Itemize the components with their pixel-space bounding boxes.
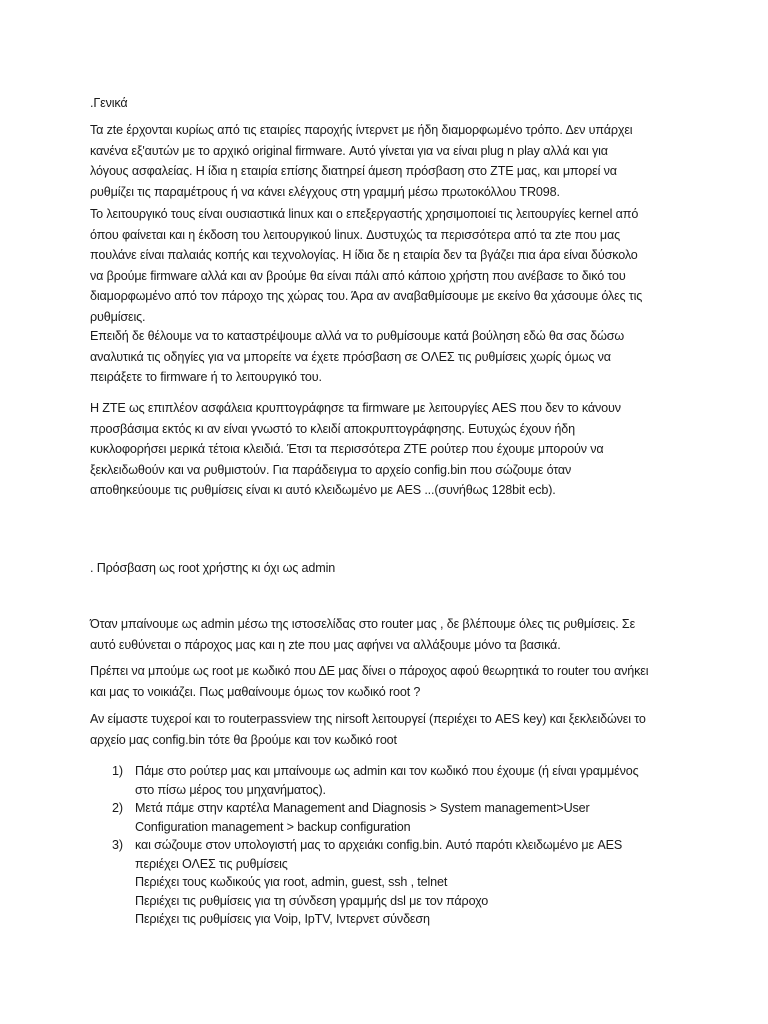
text-line: Τα zte έρχονται κυρίως από τις εταιρίες παροχής ίντερνετ με ήδη διαμορφωμένο τρόπο. Δεν υπάρχει [90, 123, 633, 137]
text-line: προσβάσιμα εκτός κι αν είναι γνωστό το κλειδί αποκρυπτογράφησης. Ευτυχώς έχουν ήδη [90, 421, 575, 436]
paragraph-admin-login [90, 614, 690, 655]
text-line: και σώζουμε στον υπολογιστή μας το αρχειάκι config.bin. Αυτό παρότι κλειδωμένο με AES [135, 838, 623, 852]
text-line: Αν είμαστε τυχεροί και το routerpassview της nirsoft λειτουργεί (περιέχει το AES key) και ξεκλειδώνει το [90, 712, 646, 726]
list-number: 3) [112, 838, 123, 852]
text-line: ξεκλειδωθούν και να ρυθμιστούν. Για παράδειγμα το αρχείο config.bin που σώζουμε όταν [90, 462, 572, 477]
list-number: 1) [112, 764, 123, 778]
text-line: αρχείο μας config.bin τότε θα βρούμε και τον κωδικό root [90, 732, 397, 747]
text-line: να βρούμε firmware αλλά και αν βρούμε θα είναι πάλι από κάποιο χρήστη που ανέβασε το δικό του [90, 268, 626, 283]
paragraph-zte-intro [90, 120, 690, 202]
text-line: πουλάνε είναι παλαιάς κοπής και τεχνολογίας. Η ίδια δε η εταιρία δεν τα βγάζει πια άρα είναι δύσκολο [90, 248, 638, 262]
text-line: Επειδή δε θέλουμε να το καταστρέψουμε αλλά να το ρυθμίσουμε κατά βούληση εδώ θα σας δώσω [90, 329, 625, 343]
text-line: διαμορφωμένο από τον πάροχο της χώρας του. Άρα αν αναβαθμίσουμε με εκείνο θα χάσουμε όλες τις [90, 289, 643, 303]
text-line: Η ZTE ως επιπλέον ασφάλεια κρυπτογράφησε τα firmware με λειτουργίες AES που δεν το κάνουν [90, 401, 621, 415]
paragraph-aes-encryption [90, 398, 690, 501]
text-line: κυκλοφορήσει μερικά τέτοια κλειδιά. Έτσι τα περισσότερα ZTE ρούτερ που έχουμε μπορούν να [90, 442, 604, 456]
paragraph-routerpassview [90, 709, 690, 750]
text-line: όπου φαίνεται και η έκδοση του λειτουργικού linux. Δυστυχώς τα περισσότερα από τα zte που μας [90, 227, 621, 242]
text-line: Configuration management > backup configuration [135, 819, 411, 834]
text-line: Περιέχει τους κωδικούς για root, admin, guest, ssh , telnet [135, 875, 448, 889]
text-line: πειράξετε το firmware ή το λειτουργικό του. [90, 370, 322, 384]
text-line: Το λειτουργικό τους είναι ουσιαστικά linux και ο επεξεργαστής χρησιμοποιεί τις λειτουργίες kernel από [90, 207, 639, 221]
text-line: Πάμε στο ρούτερ μας και μπαίνουμε ως admin και τον κωδικό που έχουμε (ή είναι γραμμένος [135, 764, 639, 778]
text-line: αναλυτικά τις οδηγίες για να μπορείτε να έχετε πρόσβαση σε ΟΛΕΣ τις ρυθμίσεις χωρίς όμως να [90, 349, 611, 364]
text-line: κανένα εξ'αυτών με το αρχικό original firmware. Αυτό γίνεται για να είναι plug n play αλλά και για [90, 143, 608, 158]
text-line: ρυθμίζει τις παραμέτρους ή να κάνει ελέγχους στη γραμμή μέσω πρωτοκόλλου TR098. [90, 184, 560, 199]
text-line: στο πίσω μέρος του μηχανήματος). [135, 782, 326, 797]
section-heading-general: .Γενικά [90, 96, 128, 110]
text-line: Όταν μπαίνουμε ως admin μέσω της ιστοσελίδας στο router μας , δε βλέπουμε όλες τις ρυθμίσεις. Σε [90, 617, 636, 631]
text-line: Μετά πάμε στην καρτέλα Management and Diagnosis > System management>User [135, 801, 590, 815]
paragraph-instructions [90, 326, 690, 388]
section-heading-root-access: . Πρόσβαση ως root χρήστης κι όχι ως admin [90, 561, 336, 575]
text-line: και μας το νοικιάζει. Πως μαθαίνουμε όμως τον κωδικό root ? [90, 684, 421, 699]
text-line: λόγους ασφαλείας. Η ίδια η εταιρία επίσης διατηρεί άμεση πρόσβαση στο ZTE μας, και μπορεί να [90, 164, 617, 178]
list-number: 2) [112, 801, 123, 815]
paragraph-root-password [90, 661, 690, 702]
text-line: Πρέπει να μπούμε ως root με κωδικό που ΔΕ μας δίνει ο πάροχος αφού θεωρητικά το router του ανήκει [90, 664, 649, 678]
text-line: Περιέχει τις ρυθμίσεις για Voip, IpTV, Ιντερνετ σύνδεση [135, 912, 430, 926]
text-line: περιέχει ΟΛΕΣ τις ρυθμίσεις [135, 856, 288, 871]
text-line: αυτό ευθύνεται ο πάροχος μας και η zte που μας αφήνει να αλλάξουμε μόνο τα βασικά. [90, 637, 561, 652]
text-line: αποθηκεύουμε τις ρυθμίσεις είναι κι αυτό κλειδωμένο με AES ...(συνήθως 128bit ecb). [90, 483, 556, 497]
text-line: ρυθμίσεις. [90, 309, 146, 324]
paragraph-linux-os [90, 204, 690, 327]
text-line: Περιέχει τις ρυθμίσεις για τη σύνδεση γραμμής dsl με τον πάροχο [135, 893, 489, 908]
